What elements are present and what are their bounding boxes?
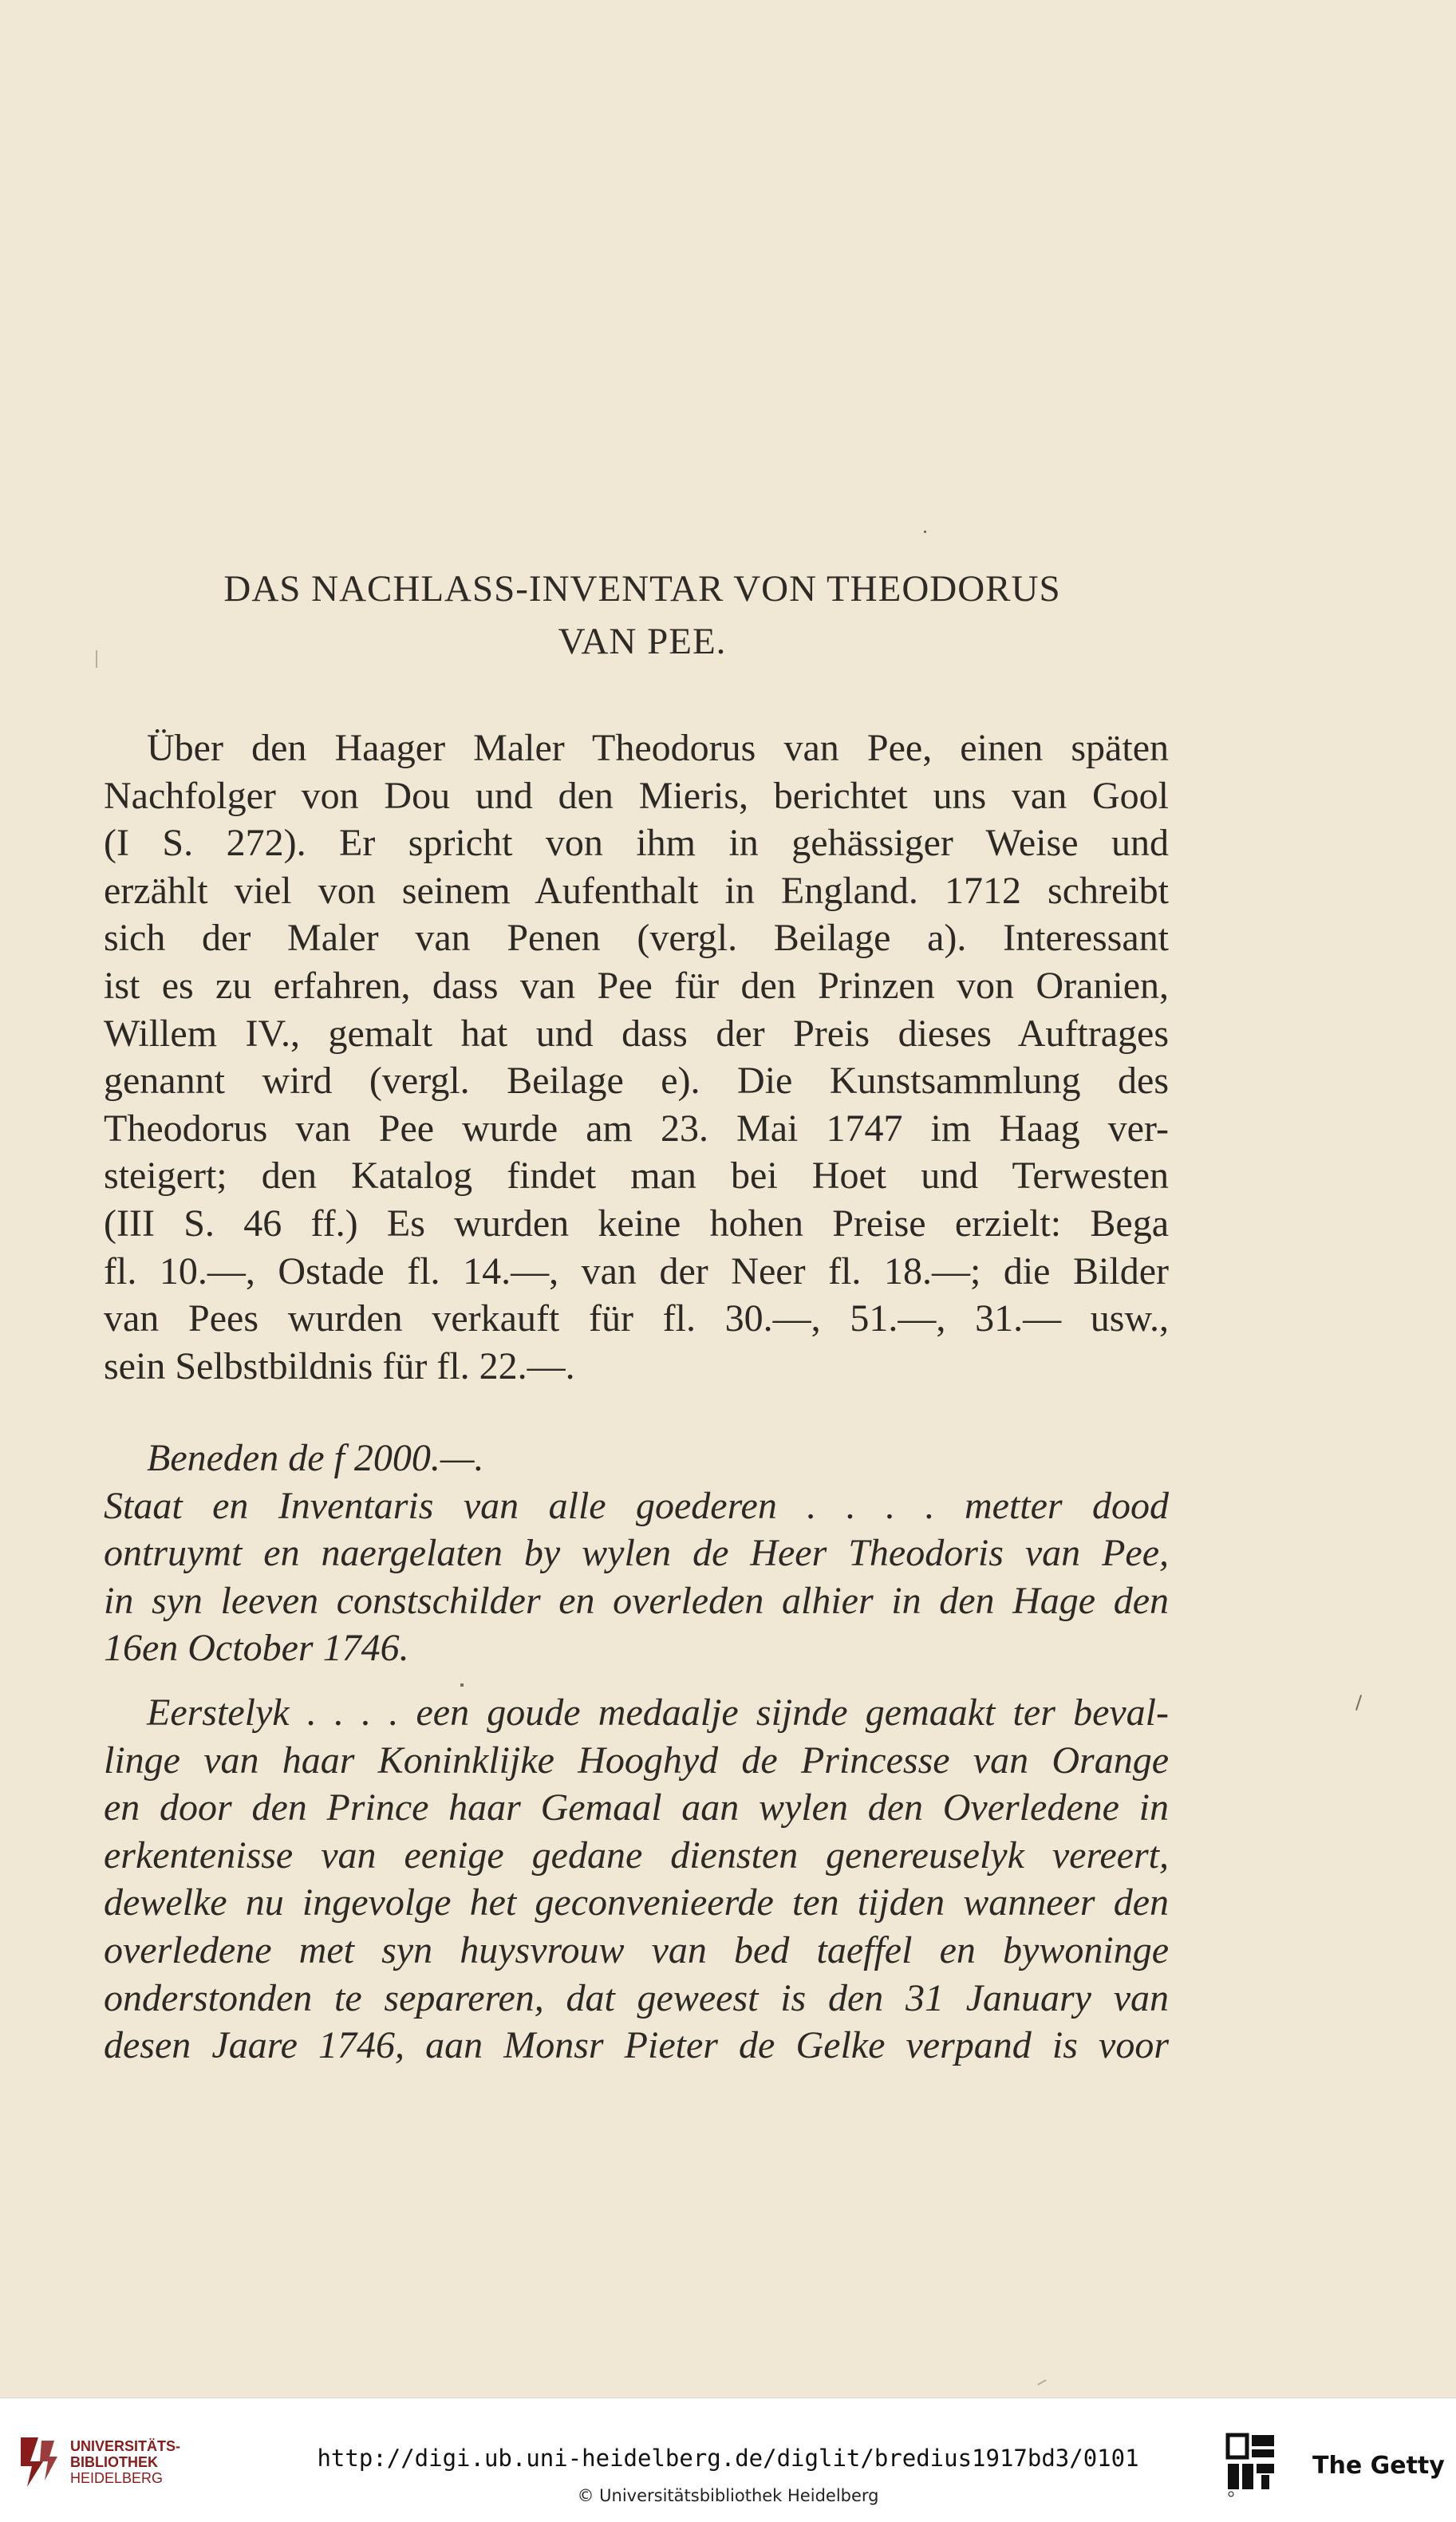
text-line: desen Jaare 1746, aan Monsr Pieter de Gelke verpand is voor <box>104 2024 1169 2067</box>
text-line: (III S. 46 ff.) Es wurden keine hohen Preise erzielt: Bega <box>104 1202 1169 1245</box>
text-line: 16en October 1746. <box>104 1627 409 1670</box>
text-line: ontruymt en naergelaten by wylen de Heer Theodoris van Pee, <box>104 1532 1169 1575</box>
text-line: genannt wird (vergl. Beilage e). Die Kunstsammlung des <box>104 1060 1169 1103</box>
title-line: VAN PEE. <box>558 621 727 662</box>
text-line: overledene met syn huysvrouw van bed taeffel en bywoninge <box>104 1928 1169 1971</box>
library-name-line: HEIDELBERG <box>70 2470 164 2486</box>
text-line: Willem IV., gemalt hat und dass der Preis dieses Auftrages <box>104 1012 1169 1055</box>
scan-speck <box>924 531 926 533</box>
library-name-line: UNIVERSITÄTS- <box>70 2438 181 2454</box>
text-line: Nachfolger von Dou und den Mieris, berichtet uns van Gool <box>104 774 1169 817</box>
permalink-url[interactable]: http://digi.ub.uni-heidelberg.de/diglit/bredius1917bd3/0101 <box>317 2445 1139 2472</box>
scan-speck <box>96 650 97 668</box>
text-line: linge van haar Koninklijke Hooghyd de Princesse van Orange <box>104 1739 1169 1782</box>
paragraph-introduction <box>104 724 1169 1390</box>
scan-speck <box>1355 1695 1362 1711</box>
text-line: fl. 10.—, Ostade fl. 14.—, van der Neer fl. 18.—; die Bilder <box>104 1249 1169 1293</box>
text-line: erzählt viel von seinem Aufenthalt in England. 1712 schreibt <box>104 869 1169 912</box>
text-line: erkentenisse van eenige gedane diensten genereuselyk vereert, <box>104 1833 1169 1877</box>
paragraph-inventory-item <box>104 1689 1169 2070</box>
text-line: onderstonden te separeren, dat geweest is den 31 January van <box>104 1976 1169 2019</box>
scan-speck <box>460 1683 464 1687</box>
title-line: DAS NACHLASS-INVENTAR VON THEODORUS <box>223 568 1061 610</box>
text-line: Theodorus van Pee wurde am 23. Mai 1747 im Haag ver- <box>104 1107 1169 1150</box>
library-name <box>70 2438 180 2486</box>
partner-name: The Getty <box>1312 2452 1445 2480</box>
text-line: in syn leeven constschilder en overleden alhier in den Hage den <box>104 1579 1169 1622</box>
university-library-logo-icon <box>14 2433 61 2490</box>
text-line: sein Selbstbildnis für fl. 22.—. <box>104 1344 575 1387</box>
viewer-footer <box>0 2398 1456 2522</box>
text-line: Beneden de f 2000.—. <box>147 1437 484 1479</box>
text-line: sich der Maler van Penen (vergl. Beilage a). Interessant <box>104 917 1169 960</box>
text-line: steigert; den Katalog findet man bei Hoet und Terwesten <box>104 1154 1169 1198</box>
copyright-notice: © Universitätsbibliothek Heidelberg <box>577 2486 879 2505</box>
text-line: ist es zu erfahren, dass van Pee für den Prinzen von Oranien, <box>104 964 1169 1007</box>
paragraph-inventory-heading <box>104 1435 1169 1672</box>
library-name-line: BIBLIOTHEK <box>70 2454 158 2470</box>
scan-speck <box>1037 2379 1046 2386</box>
text-line: Über den Haager Maler Theodorus van Pee, einen späten <box>147 727 1169 769</box>
document-title <box>104 562 1181 668</box>
getty-logo-icon <box>1225 2432 1277 2497</box>
text-line: (I S. 272). Er spricht von ihm in gehässiger Weise und <box>104 822 1169 865</box>
text-line: dewelke nu ingevolge het geconvenieerde ten tijden wanneer den <box>104 1881 1169 1924</box>
text-line: Eerstelyk . . . . een goude medaalje sijnde gemaakt ter beval- <box>147 1691 1169 1734</box>
text-line: en door den Prince haar Gemaal aan wylen den Overledene in <box>104 1786 1169 1829</box>
text-line: Staat en Inventaris van alle goederen . . . . metter dood <box>104 1484 1169 1527</box>
text-line: van Pees wurden verkauft für fl. 30.—, 51.—, 31.— usw., <box>104 1297 1169 1340</box>
